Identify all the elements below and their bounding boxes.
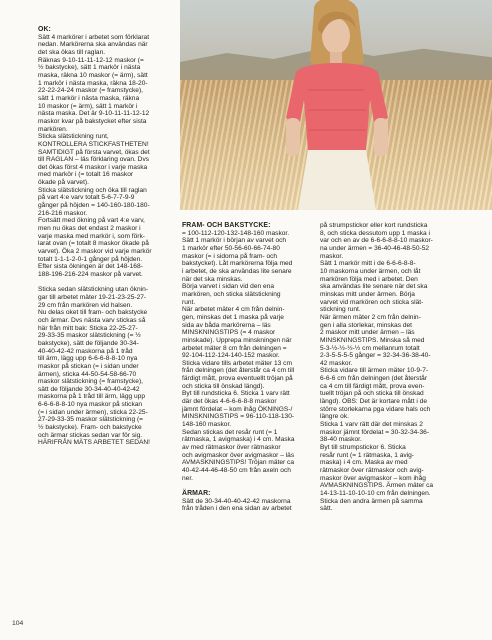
column-3 [320,222,456,513]
column-2 [182,222,308,513]
neck [330,52,342,64]
paragraph-armar-start: Sätt de 30-34-40-40-42-42 maskorna från tråden i den ena sidan av arbetet [182,497,292,513]
column-1 [38,26,178,447]
heading-ok: OK: [38,26,51,33]
woman-figure-illustration [252,0,432,210]
page-number: 104 [12,620,24,627]
paragraph-armar-continued: på strumpstickor eller kort rundsticka 8, och sticka dessutom upp 1 maska i var och en av de 6-6-6-8-8-10 maskor- na under ärmen = 36-40-46-48-50-52 maskor. Sätt 1 markör mitt i de 6-6-6-8-8- 10 maskorna under ärmen, och låt markören följa med i arbetet. Den ska användas lite senare när det ska minskas mitt under ärmen. Börja varvet vid markören och sticka slät- stickning runt. När ärmen mäter 2 cm från delnin- gen i alla storlekar, minskas det 2 maskor mitt under ärmen – läs MINSKNINGSTIPS. Minska så med 5-3-½-½-½-½ cm mellanrum totalt 2-3-5-5-5-5 gånger = 32-34-36-38-40- 42 maskor. Sticka vidare till ärmen mäter 10-9-7- 6-6-6 cm från delningen (det återstår ca 4 cm till färdigt mått, prova even- tuellt tröjan på och sticka till önskad längd). OBS: Det är kortare mått i de större storlekarna pga vidare hals och längre ok. Sticka 1 varv rätt där det minskas 2 maskor jämnt fördelat = 30-32-34-36- 38-40 maskor. Byt till strumpstickor 6. Sticka resår runt (= 1 rätmaska, 1 avig- maska) i 4 cm. Maska av med rätmaskor över rätmaskor och avig- maskor över avigmaskor – kom ihåg AVMASKNINGSTIPS. Ärmen mäter ca 14-13-11-10-10-10 cm från delningen. Sticka den andra ärmen på samma sätt. [320,222,434,513]
arm-right [374,118,388,156]
paragraph-dividing: Sticka sedan slätstickning utan öknin- gar till arbetet mäter 19-21-23-25-27- 29 cm från markören vid halsen. Nu delas oket till fram- och bakstycke och ärmar. Dvs nästa varv stickas så här från mitt bak: Sticka 22-25-27- 29-33-35 maskor slätstickning (= ½ bakstycke), sätt de följande 30-34- 40-40-42-42 maskorna på 1 tråd till ärm, lägg upp 6-6-6-8-8-10 nya maskor på stickan (= i sidan under ärmen), sticka 44-50-54-58-66-70 maskor slätstickning (= framstycke), sätt de följande 30-34-40-40-42-42 maskorna på 1 tråd till ärm, lägg upp 6-6-6-8-8-10 nya maskor på stickan (= i sidan under ärmen), sticka 22-25- 27-29-33-35 maskor slätstickning (= ½ bakstycke). Fram- och bakstycke och ärmar stickas sedan var för sig. HÄRIFRÅN MÄTS ARBETET SEDAN! [38,286,150,447]
arm-left [286,118,300,156]
photo-woman-in-pink-sweater [180,0,492,210]
paragraph-ok-instructions: Sätt 4 markörer i arbetet som förklarat nedan. Markörerna ska användas när det ska ökas till raglan. Räknas 9-10-11-11-12-12 maskor (= ½ bakstycke), sätt 1 markör i nästa maska, räkna 10 maskor (= ärm), sätt 1 markör i nästa maska, räkna 18-20- 22-22-24-24 maskor (= framstycke), sätt 1 markör i nästa maska, räkna 10 maskor (= ärm), sätt 1 markör i nästa maska. Det är 9-10-11-11-12-12 maskor kvar på bakstycket efter sista markören. Sticka slätstickning runt, KONTROLLERA STICKFASTHETEN! SAMTIDIGT på första varvet, ökas det till RAGLAN – läs förklaring ovan. Dvs det ökas först 4 maskor i varje maska med markör i (= totalt 16 maskor ökade på varvet). Sticka slätstickning och öka till raglan på vart 4:e varv totalt 5-6-7-7-9-9 gånger på höjden = 140-160-180-180- 216-216 maskor. Fortsätt med ökning på vart 4:e varv, men nu ökas det endast 2 maskor i varje maska med markör i, som förk- larat ovan (= totalt 8 maskor ökade på varvet). Öka 2 maskor vid varje markör totalt 1-1-1-2-0-1 gånger på höjden. Efter sista ökningen är det 148-168- 188-196-216-224 maskor på varvet. [38,33,152,278]
heading-armar: ÄRMAR: [182,489,211,497]
pink-sweater [286,63,388,150]
heading-fram-och-bakstycke: FRAM- OCH BAKSTYCKE: [182,222,271,229]
paragraph-fram-och-bakstycke: = 100-112-120-132-148-160 maskor. Sätt 1 markör i början av varvet och 1 markör efter 50-56-60-66-74-80 maskor (= i sidorna på fram- och bakstycket). Låt markörerna följa med i arbetet, de ska användas lite senare när det ska minskas. Börja varvet i sidan vid den ena markören, och sticka slätstickning runt. När arbetet mäter 4 cm från delnin- gen, minskas det 1 maska på varje sida av båda markörerna – läs MINSKNINGSTIPS (= 4 maskor minskade). Upprepa minskningen när arbetet mäter 8 cm från delningen = 92-104-112-124-140-152 maskor. Sticka vidare tills arbetet mäter 13 cm från delningen (det återstår ca 4 cm till färdigt mått, prova eventuellt tröjan på och sticka till önskad längd). Byt till rundsticka 6. Sticka 1 varv rätt där det ökas 4-6-6-6-8-8 maskor jämnt fördelat – kom ihåg ÖKNINGS-/ MINSKNINGSTIPS = 96-110-118-130- 148-160 maskor. Sedan stickas det resår runt (= 1 rätmaska, 1 avigmaska) i 4 cm. Maska av med rätmaskor över rätmaskor och avigmaskor över avigmaskor – läs AVMASKNINGSTIPS! Tröjan mäter ca 40-42-44-46-48-50 cm från axeln och ner. [182,229,295,482]
white-skirt [298,150,376,210]
